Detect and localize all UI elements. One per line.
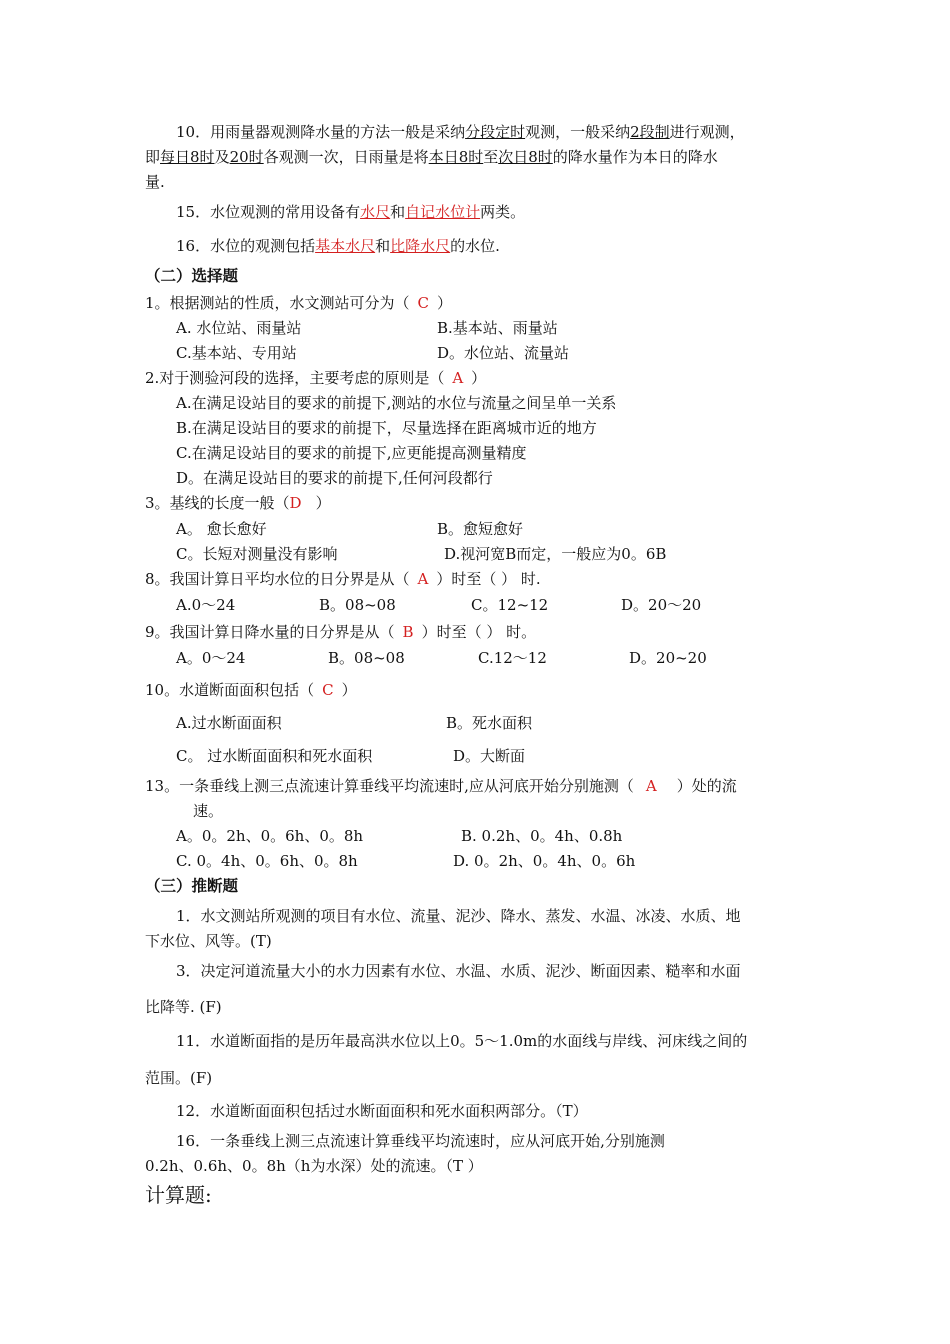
fill-q10-line3: 量. bbox=[145, 173, 165, 191]
option-c: C.基本站、专用站 bbox=[176, 344, 297, 362]
option-a: A。0～24 bbox=[176, 649, 246, 667]
option-c: C。长短对测量没有影响 bbox=[176, 545, 338, 563]
tf-item-11-line1: 11．水道断面指的是历年最高洪水位以上0。5～1.0m的水面线与岸线、河床线之间的 bbox=[176, 1032, 748, 1050]
option-b: B。死水面积 bbox=[446, 714, 533, 732]
question-1: 1。根据测站的性质，水文测站可分为（ C ） bbox=[145, 294, 453, 312]
option-b: B. 0.2h、0。4h、0.8h bbox=[461, 827, 623, 845]
answer-blank: 水尺 bbox=[360, 203, 391, 221]
tf-item-16-line1: 16．一条垂线上测三点流速计算垂线平均流速时，应从河底开始,分别施测 bbox=[176, 1132, 665, 1150]
option-a: A.过水断面面积 bbox=[176, 714, 282, 732]
option-b: B。08~08 bbox=[328, 649, 405, 667]
option-a: A。0。2h、0。6h、0。8h bbox=[176, 827, 364, 845]
answer-blank: 分段定时 bbox=[465, 123, 526, 141]
tf-item-12: 12．水道断面面积包括过水断面面积和死水面积两部分。（T） bbox=[176, 1102, 588, 1120]
fill-q16: 16．水位的观测包括基本水尺和比降水尺的水位. bbox=[176, 237, 500, 255]
option-d: D。20～20 bbox=[621, 596, 702, 614]
tf-item-3-line2: 比降等. (F) bbox=[145, 998, 222, 1016]
answer: A bbox=[417, 570, 429, 588]
answer-blank: 本日8时 bbox=[428, 148, 484, 166]
answer: D bbox=[289, 494, 302, 512]
question-10: 10。水道断面面积包括（ C ） bbox=[145, 681, 357, 699]
answer: C bbox=[322, 681, 334, 699]
question-2: 2.对于测验河段的选择，主要考虑的原则是（ A ） bbox=[145, 369, 487, 387]
section-heading-choice: （二）选择题 bbox=[145, 267, 239, 285]
option-c: C。 过水断面面积和死水面积 bbox=[176, 747, 373, 765]
question-8: 8。我国计算日平均水位的日分界是从（ A ）时至（ ） 时. bbox=[145, 570, 541, 588]
option-b: B.基本站、雨量站 bbox=[437, 319, 558, 337]
section-heading-calculation: 计算题: bbox=[145, 1183, 212, 1207]
option-d: D.视河宽B而定，一般应为0。6B bbox=[444, 545, 667, 563]
option-a: A. 水位站、雨量站 bbox=[176, 319, 302, 337]
answer: A bbox=[452, 369, 464, 387]
answer-blank: 比降水尺 bbox=[390, 237, 451, 255]
answer: B bbox=[402, 623, 414, 641]
option-c: C。12~12 bbox=[471, 596, 549, 614]
fill-q10-line2: 即每日8时及20时各观测一次，日雨量是将本日8时至次日8时的降水量作为本日的降水 bbox=[145, 148, 718, 166]
tf-item-1-line2: 下水位、风等。(T) bbox=[145, 932, 272, 950]
answer: A bbox=[645, 777, 657, 795]
option-c: C.在满足设站目的要求的前提下,应更能提高测量精度 bbox=[176, 444, 527, 462]
option-d: D。20~20 bbox=[629, 649, 707, 667]
option-a: A。 愈长愈好 bbox=[176, 520, 267, 538]
answer-blank: 基本水尺 bbox=[315, 237, 376, 255]
tf-item-1-line1: 1．水文测站所观测的项目有水位、流量、泥沙、降水、蒸发、水温、冰凌、水质、地 bbox=[176, 907, 741, 925]
answer-blank: 自记水位计 bbox=[405, 203, 481, 221]
fill-q15: 15．水位观测的常用设备有水尺和自记水位计两类。 bbox=[176, 203, 526, 221]
option-c: C. 0。4h、0。6h、0。8h bbox=[176, 852, 358, 870]
section-heading-judgement: （三）推断题 bbox=[145, 877, 239, 895]
tf-item-11-line2: 范围。(F) bbox=[145, 1069, 213, 1087]
answer-blank: 2段制 bbox=[630, 123, 670, 141]
answer-blank: 20时 bbox=[229, 148, 264, 166]
option-b: B。愈短愈好 bbox=[437, 520, 524, 538]
question-13-cont: 速。 bbox=[193, 802, 224, 820]
question-13: 13。一条垂线上测三点流速计算垂线平均流速时,应从河底开始分别施测（ A ）处的流 bbox=[145, 777, 737, 795]
fill-q10-line1: 10．用雨量器观测降水量的方法一般是采纳分段定时观测，一般采纳2段制进行观测， bbox=[176, 123, 745, 141]
question-9: 9。我国计算日降水量的日分界是从（ B ）时至（ ） 时。 bbox=[145, 623, 537, 641]
tf-item-3-line1: 3．决定河道流量大小的水力因素有水位、水温、水质、泥沙、断面因素、糙率和水面 bbox=[176, 962, 741, 980]
option-a: A.在满足设站目的要求的前提下,测站的水位与流量之间呈单一关系 bbox=[176, 394, 617, 412]
tf-item-16-line2: 0.2h、0.6h、0。8h（h为水深）处的流速。（T ） bbox=[145, 1157, 483, 1175]
option-c: C.12～12 bbox=[478, 649, 547, 667]
option-b: B。08~08 bbox=[319, 596, 396, 614]
answer-blank: 每日8时 bbox=[160, 148, 215, 166]
answer-blank: 次日8时 bbox=[498, 148, 553, 166]
question-3: 3。基线的长度一般（D ） bbox=[145, 494, 331, 512]
option-b: B.在满足设站目的要求的前提下，尽量选择在距离城市近的地方 bbox=[176, 419, 597, 437]
option-a: A.0～24 bbox=[176, 596, 236, 614]
option-d: D。大断面 bbox=[453, 747, 526, 765]
option-d: D。在满足设站目的要求的前提下,任何河段都行 bbox=[176, 469, 493, 487]
option-d: D。水位站、流量站 bbox=[437, 344, 570, 362]
answer: C bbox=[417, 294, 430, 312]
option-d: D. 0。2h、0。4h、0。6h bbox=[453, 852, 636, 870]
